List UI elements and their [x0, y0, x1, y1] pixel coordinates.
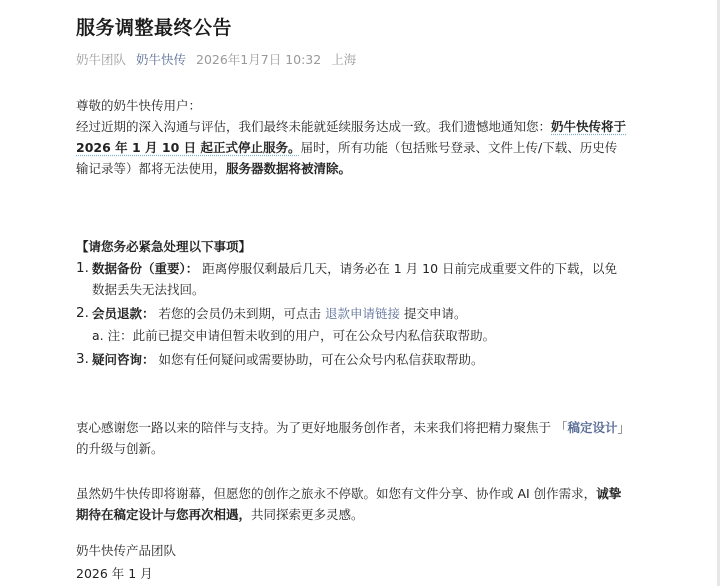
greeting: 尊敬的奶牛快传用户：: [76, 98, 202, 113]
intro-bold-2: 2026 年 1 月 10 日 起正式停止服务。: [76, 140, 301, 155]
thanks-paragraph: [76, 417, 628, 459]
closing-text-1: 虽然奶牛快传即将谢幕，但愿您的创作之旅永不停歇。如您有文件分享、协作或 AI 创作需求，: [76, 486, 597, 501]
author-name: 奶牛团队: [76, 52, 127, 67]
thanks-text-1: 衷心感谢您一路以来的陪伴与支持。为了更好地服务创作者，未来我们将把精力聚焦于 「: [76, 420, 568, 435]
intro-text-1: 经过近期的深入沟通与评估，我们最终未能就延续服务达成一致。我们遗憾地通知您：: [76, 119, 552, 134]
list-number: 2.: [76, 305, 89, 321]
list-item: [76, 303, 628, 346]
list-number: 1.: [76, 260, 89, 276]
item-text: 若您的会员仍未到期，可点击: [158, 306, 322, 321]
list-item: [76, 349, 628, 370]
publish-location: 上海: [331, 52, 357, 67]
closing-paragraph: [76, 483, 628, 525]
item-label: 数据备份（重要）：: [92, 261, 199, 276]
closing-text-2: 共同探索更多灵感。: [251, 507, 364, 522]
account-link[interactable]: 奶牛快传: [136, 52, 187, 67]
item-text: 距离停服仅剩最后几天，请务必在 1 月 10 日前完成重要文件的下载，以免数据丢失无法找回。: [92, 261, 618, 297]
item-text: 如您有任何疑问或需要协助，可在公众号内私信获取帮助。: [158, 352, 484, 367]
action-list: [76, 258, 628, 373]
intro-bold-1: 奶牛快传将于: [551, 119, 627, 134]
item-text: 提交申请。: [404, 306, 467, 321]
article-title: 服务调整最终公告: [76, 17, 233, 39]
signature-team: 奶牛快传产品团队: [76, 543, 177, 558]
article-meta: [76, 50, 362, 68]
item-label: 疑问咨询：: [92, 352, 155, 367]
list-number: 3.: [76, 351, 89, 367]
intro-text-2: 届时，所有功能（包括账号登录、文件上传/下载、历史传输记录等）都将无法使用，: [76, 140, 618, 176]
item-label: 会员退款：: [92, 306, 155, 321]
intro-paragraph: [76, 116, 628, 179]
notice-title: 【请您务必紧急处理以下事项】: [76, 239, 252, 254]
brand-link[interactable]: 稿定设计: [567, 420, 618, 435]
refund-link[interactable]: 退款申请链接: [325, 306, 401, 321]
sub-note: a. 注：此前已提交申请但暂未收到的用户，可在公众号内私信获取帮助。: [92, 328, 496, 343]
publish-datetime: 2026年1月7日 10:32: [196, 52, 322, 67]
thanks-text-2: 」的升级与创新。: [76, 420, 624, 456]
closing-bold: 诚挚期待在稿定设计与您再次相遇，: [76, 486, 622, 522]
list-item: [76, 258, 628, 300]
intro-bold-3: 服务器数据将被清除。: [226, 161, 352, 176]
signature-date: 2026 年 1 月: [76, 566, 153, 581]
